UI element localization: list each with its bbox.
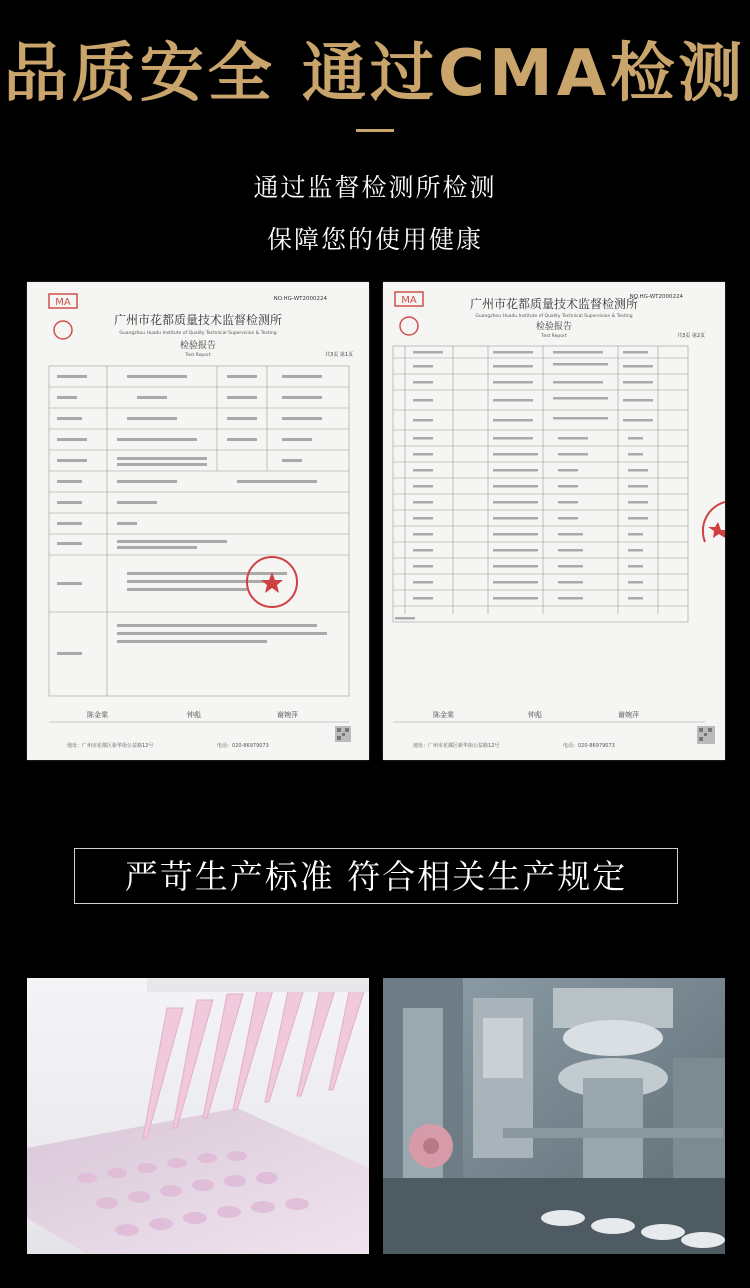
report-table: [393, 346, 688, 622]
institute-subtitle: Guangzhou Huadu Institute of Quality Technical Supervision & Testing: [475, 314, 633, 319]
test-report-page-1: [27, 282, 369, 760]
test-report-page-2: [383, 282, 725, 760]
page-count: 共3页 第2页: [677, 333, 705, 339]
signature-2: 钟彪: [528, 711, 542, 719]
footer-address: 地址：广州市花都区新华街公益路12号: [413, 743, 500, 749]
svg-text:MA: MA: [401, 295, 417, 306]
svg-text:MA: MA: [55, 297, 71, 308]
report-number: NO.HG-WT2000224: [629, 294, 683, 300]
signature-3: 谢婉萍: [618, 711, 639, 719]
banner: 严苛生产标准 符合相关生产规定: [74, 848, 678, 904]
report-number: NO.HG-WT2000224: [273, 296, 327, 302]
report-title: 检验报告: [179, 341, 217, 351]
institute-title: 广州市花都质量技术监督检测所: [469, 297, 639, 311]
page-count: 共3页 第1页: [325, 352, 353, 358]
institute-subtitle: Guangzhou Huadu Institute of Quality Technical Supervision & Testing: [119, 331, 277, 336]
signature-1: 陈金棠: [87, 711, 108, 719]
cma-logo-icon: [49, 294, 77, 339]
report-title-en: Test Report: [185, 353, 211, 358]
footer-address: 地址：广州市花都区新华街公益路12号: [67, 743, 154, 749]
qr-code-icon: [697, 726, 715, 744]
headline: 品质安全 通过CMA检测: [3, 37, 747, 111]
lab-pipette-photo: [27, 978, 369, 1254]
gold-divider: [356, 129, 394, 132]
production-line-photo: [383, 978, 725, 1254]
cma-logo-icon: [395, 292, 423, 335]
footer-phone: 电话：020-86979073: [563, 743, 615, 749]
report-table: [49, 366, 349, 696]
signature-2: 钟彪: [187, 711, 201, 719]
qr-code-icon: [335, 726, 351, 742]
subtitle-line-2: 保障您的使用健康: [266, 225, 483, 254]
footer-phone: 电话：020-86979073: [217, 743, 269, 749]
seal-icon: [703, 502, 725, 542]
signature-1: 陈金棠: [433, 711, 454, 719]
subtitle-line-1: 通过监督检测所检测: [253, 173, 497, 202]
institute-title: 广州市花都质量技术监督检测所: [113, 313, 283, 327]
signature-3: 谢婉萍: [277, 711, 298, 719]
report-title-en: Test Report: [541, 334, 567, 339]
report-title: 检验报告: [535, 322, 573, 332]
